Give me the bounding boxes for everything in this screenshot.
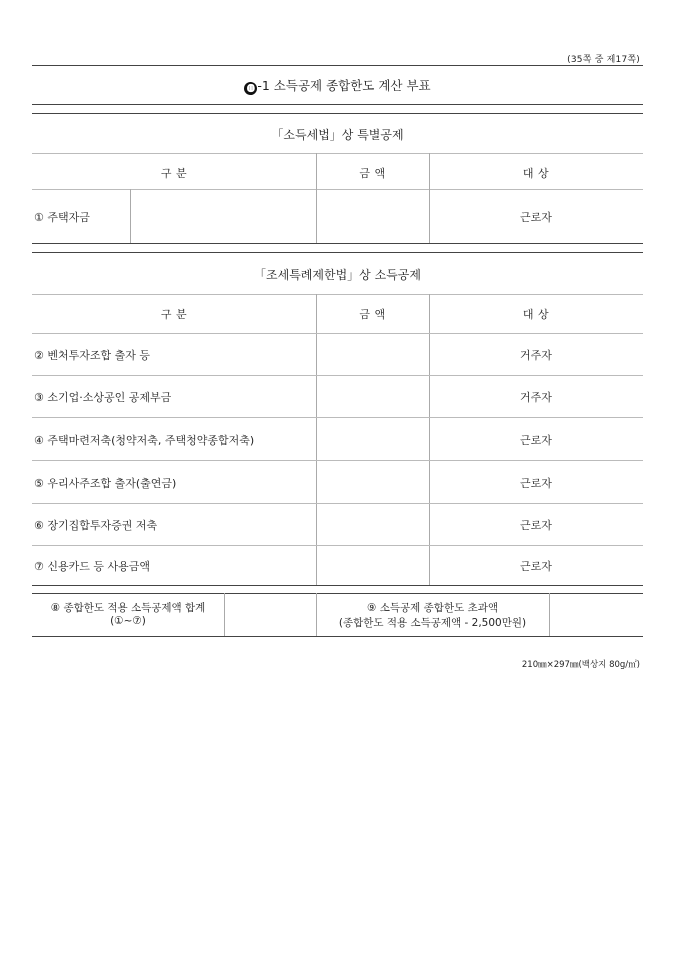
credit-card-amount-cell[interactable] (317, 546, 428, 585)
section1-col-divider-2 (429, 153, 430, 244)
section1-bottom-border-b (32, 252, 643, 253)
total-deduction-amount-cell[interactable] (225, 594, 315, 636)
venture-amount-cell[interactable] (317, 334, 428, 375)
form-title (32, 76, 643, 95)
section1-row-target: 근로자 (520, 211, 552, 224)
section2-row-esop-label: ⑤ 우리사주조합 출자(출연금) (34, 477, 177, 490)
housing-fund-detail-cell[interactable] (131, 190, 315, 243)
housing-fund-amount-cell[interactable] (317, 190, 428, 243)
section2-row-long-term-fund-target: 근로자 (520, 519, 552, 532)
section1-row-label: ① 주택자금 (34, 211, 90, 224)
section2-row-small-business-label: ③ 소기업·소상공인 공제부금 (34, 391, 172, 404)
section2-title: 「조세특례제한법」상 소득공제 (254, 268, 421, 282)
section2-row-housing-savings-label: ④ 주택마련저축(청약저축, 주택청약종합저축) (34, 434, 255, 447)
section2-row-small-business-target: 거주자 (520, 391, 552, 404)
title-divider-top (32, 104, 643, 105)
paper-spec: 210㎜×297㎜(백상지 80g/㎡) (521, 660, 640, 670)
esop-amount-cell[interactable] (317, 461, 428, 503)
small-business-amount-cell[interactable] (317, 376, 428, 417)
section2-title-divider (32, 294, 643, 295)
section2-header-target: 대 상 (522, 308, 550, 321)
section2-row-venture-target: 거주자 (520, 349, 552, 362)
page-number: (35쪽 중 제17쪽) (567, 55, 640, 65)
section2-row-long-term-fund-label: ⑥ 장기집합투자증권 저축 (34, 519, 158, 532)
bottom-border (32, 636, 643, 637)
total-deduction-label-line2: (①~⑦) (110, 615, 146, 627)
title-divider-bottom (32, 113, 643, 114)
section2-header-amount: 금 액 (359, 308, 386, 321)
excess-amount-cell[interactable] (550, 594, 642, 636)
section1-title-divider (32, 153, 643, 154)
section2-row-housing-savings-target: 근로자 (520, 434, 552, 447)
section1-header-category: 구 분 (160, 167, 188, 180)
section2-bottom-border-a (32, 585, 643, 586)
section1-header-amount: 금 액 (359, 167, 386, 180)
total-deduction-label-line1: ⑧ 종합한도 적용 소득공제액 합계 (50, 602, 206, 614)
excess-amount-label-line2: (종합한도 적용 소득공제액 - 2,500만원) (338, 617, 527, 629)
section2-row-venture-label: ② 벤처투자조합 출자 등 (34, 349, 150, 362)
excess-amount-label-line1: ⑨ 소득공제 종합한도 초과액 (367, 602, 498, 614)
section1-title: 「소득세법」상 특별공제 (271, 128, 404, 142)
form-title-text: -1 소득공제 종합한도 계산 부표 (257, 78, 431, 93)
section1-header-target: 대 상 (522, 167, 550, 180)
top-border (32, 65, 643, 66)
long-term-fund-amount-cell[interactable] (317, 504, 428, 545)
section2-row-credit-card-label: ⑦ 신용카드 등 사용금액 (34, 560, 150, 573)
housing-savings-amount-cell[interactable] (317, 418, 428, 460)
section1-bottom-border-a (32, 243, 643, 244)
section2-row-esop-target: 근로자 (520, 477, 552, 490)
section2-row-credit-card-target: 근로자 (520, 560, 552, 573)
section2-header-category: 구 분 (160, 308, 188, 321)
form-number-badge: ⓫ (244, 82, 257, 95)
